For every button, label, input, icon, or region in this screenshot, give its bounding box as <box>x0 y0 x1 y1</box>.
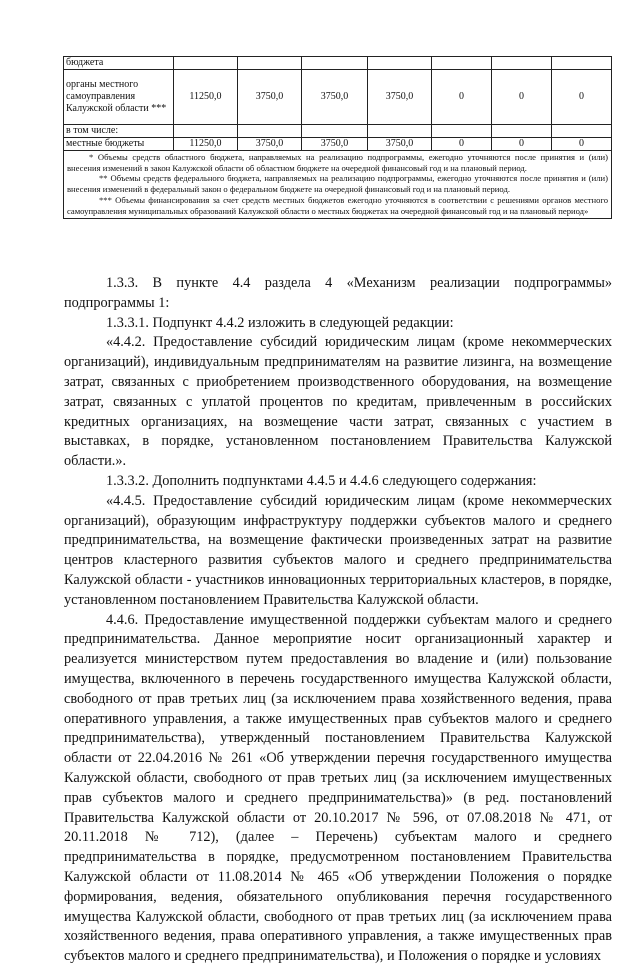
table-cell: 3750,0 <box>368 70 432 125</box>
table-cell: 3750,0 <box>238 138 302 151</box>
table-cell: 3750,0 <box>368 138 432 151</box>
document-body <box>64 274 612 967</box>
row-label: бюджета <box>64 57 174 70</box>
paragraph: «4.4.2. Предоставление субсидий юридическим лицам (кроме некоммерческих организаций), индивидуальным предпринимателям на развитие лизинга, на возмещение затрат, связанных с приобретением производственного оборудования, на возмещение затрат, связанных с уплатой процентов по кредитам, привлеченным в российских кредитных организациях, на возмещение части затрат, связанных с участием в выставках, в порядке, установленном постановлением Правительства Калужской области.». <box>64 334 612 470</box>
row-label: в том числе: <box>64 125 174 138</box>
table-cell: 11250,0 <box>174 70 238 125</box>
table-cell: 3750,0 <box>302 138 368 151</box>
table-row-including <box>64 125 612 138</box>
table-cell: 0 <box>432 138 492 151</box>
footnotes-cell <box>64 151 612 219</box>
paragraph: 4.4.6. Предоставление имущественной поддержки субъектам малого и среднего предпринимательства. Данное мероприятие носит организационный характер и реализуется министерством путем предоставления во владение и (или) пользование имущества, включенного в перечень государственного имущества Калужской области, свободного от прав третьих лиц (за исключением права хозяйственного ведения, права оперативного управления, а также имущественных прав субъектов малого и среднего предпринимательства), утвержденный постановлением Правительства Калужской области от 22.04.2016 № 261 «Об утверждении перечня государственного имущества Калужской области, свободного от прав третьих лиц (за исключением имущественных прав субъектов малого и среднего предпринимательства)» (в ред. постановлений Правительства Калужской области от 20.10.2017 № 596, от 07.08.2018 № 471, от 20.11.2018 № 712), (далее – Перечень) субъектам малого и среднего предпринимательства в порядке, предусмотренном постановлением Правительства Калужской области от 11.08.2014 № 465 «Об утверждении Положения о порядке формирования, ведения, обязательного опубликования перечня государственного имущества Калужской области, свободного от прав третьих лиц (за исключением права хозяйственного ведения, права оперативного управления, а также имущественных прав субъектов малого и среднего предпринимательства), и Положения о порядке и условиях <box>64 611 612 965</box>
paragraph: 1.3.3.2. Дополнить подпунктами 4.4.5 и 4.4.6 следующего содержания: <box>106 472 537 489</box>
table-row-local-authorities <box>64 70 612 125</box>
table-cell: 0 <box>552 138 612 151</box>
table-cell: 0 <box>492 70 552 125</box>
paragraph: «4.4.5. Предоставление субсидий юридическим лицам (кроме некоммерческих организаций), образующим инфраструктуру поддержки субъектов малого и среднего предпринимательства, на возмещение фактически произведенных затрат на развитие центров кластерного развития субъектов малого и среднего предпринимательства Калужской области - участников инновационных территориальных кластеров, в порядке, установленном постановлением Правительства Калужской области. <box>64 492 612 608</box>
table-cell: 0 <box>552 70 612 125</box>
row-label: органы местного самоуправления Калужской области *** <box>64 70 174 125</box>
financing-table <box>63 56 612 219</box>
table-cell: 11250,0 <box>174 138 238 151</box>
table-cell: 3750,0 <box>302 70 368 125</box>
paragraph: 1.3.3. В пункте 4.4 раздела 4 «Механизм реализации подпрограммы» подпрограммы 1: <box>64 275 612 311</box>
paragraph: 1.3.3.1. Подпункт 4.4.2 изложить в следующей редакции: <box>106 314 454 331</box>
row-label: местные бюджеты <box>64 138 174 151</box>
table-row-notes <box>64 151 612 219</box>
table-cell: 0 <box>492 138 552 151</box>
footnote: * Объемы средств областного бюджета, направляемых на реализацию подпрограммы, ежегодно уточняются после принятия и (или) внесения изменений в закон Калужской области об областном бюджете на очередной финансовый год и на плановый период. <box>67 152 608 173</box>
table-cell: 3750,0 <box>238 70 302 125</box>
table-row-local-budgets <box>64 138 612 151</box>
footnote: *** Объемы финансирования за счет средств местных бюджетов ежегодно уточняются в соответствии с решениями органов местного самоуправления муниципальных образований Калужской области о местных бюджетах на очередной финансовый год и на плановый период» <box>67 194 608 216</box>
table-cell: 0 <box>432 70 492 125</box>
table-row-budget-tail <box>64 57 612 70</box>
footnote: ** Объемы средств федерального бюджета, направляемых на реализацию подпрограммы, ежегодно уточняются после принятия и (или) внесения изменений в федеральный закон о федеральном бюджете на очередной финансовый год и на плановый период. <box>67 173 608 195</box>
